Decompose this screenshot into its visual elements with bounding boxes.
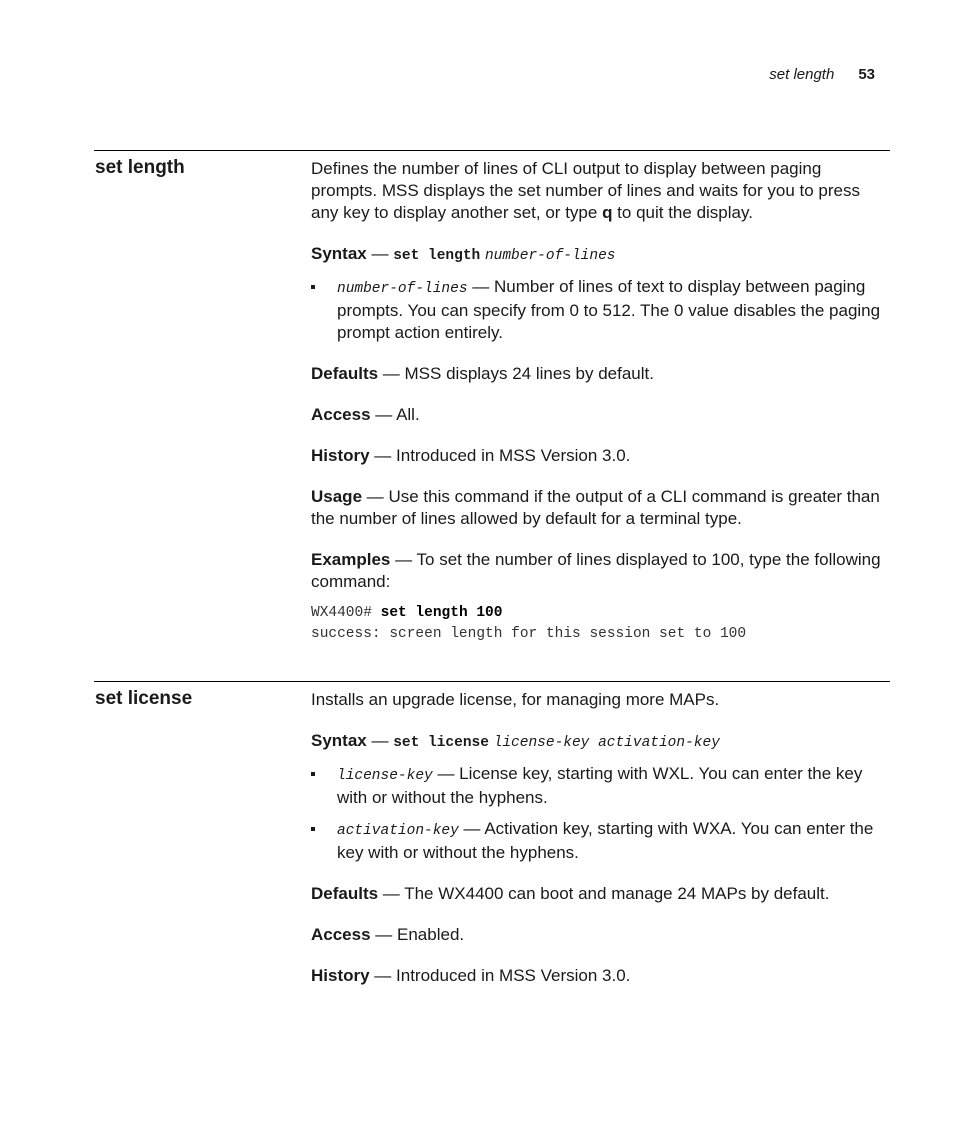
page-number: 53 (858, 66, 875, 83)
syntax-line: Syntax — set length number-of-lines (311, 244, 616, 264)
parameter-list (311, 763, 891, 864)
history-line: History — Introduced in MSS Version 3.0. (311, 446, 631, 465)
syntax-command: set license (393, 735, 489, 751)
syntax-argument: number-of-lines (484, 248, 616, 264)
parameter-list (311, 276, 891, 344)
access-line: Access — Enabled. (311, 925, 465, 944)
list-item: activation-key — Activation key, starting with WXA. You can enter the key with or without the hyphens. (311, 818, 891, 864)
code-example: WX4400# set length 100 success: screen length for this session set to 100 (311, 605, 747, 642)
running-header (769, 66, 875, 83)
section-body-set-license (311, 689, 891, 987)
syntax-argument: license-key activation-key (493, 735, 720, 751)
description: Installs an upgrade license, for managing more MAPs. (311, 690, 720, 709)
syntax-command: set length (393, 248, 481, 264)
section-body-set-length (311, 158, 891, 645)
running-header-title: set length (769, 66, 835, 83)
list-item: number-of-lines — Number of lines of text to display between paging prompts. You can specify from 0 to 512. The 0 value disables the paging prompt action entirely. (311, 276, 891, 344)
code-output: success: screen length for this session set to 100 (311, 626, 747, 642)
examples-line: Examples — To set the number of lines displayed to 100, type the following command: (311, 550, 881, 591)
description: Defines the number of lines of CLI output to display between paging prompts. MSS displays the set number of lines and waits for you to press any key to display another set, or type q to quit the display. (311, 159, 860, 222)
section-divider (94, 150, 890, 151)
syntax-line: Syntax — set license license-key activation-key (311, 731, 720, 751)
defaults-line: Defaults — MSS displays 24 lines by default. (311, 364, 654, 383)
section-divider (94, 681, 890, 682)
section-title-set-length: set length (95, 157, 185, 178)
list-item: license-key — License key, starting with WXL. You can enter the key with or without the hyphens. (311, 763, 891, 809)
usage-line: Usage — Use this command if the output of a CLI command is greater than the number of lines allowed by default for a terminal type. (311, 487, 880, 528)
section-title-set-license: set license (95, 688, 193, 709)
defaults-line: Defaults — The WX4400 can boot and manage 24 MAPs by default. (311, 884, 830, 903)
access-line: Access — All. (311, 405, 420, 424)
history-line: History — Introduced in MSS Version 3.0. (311, 966, 631, 985)
